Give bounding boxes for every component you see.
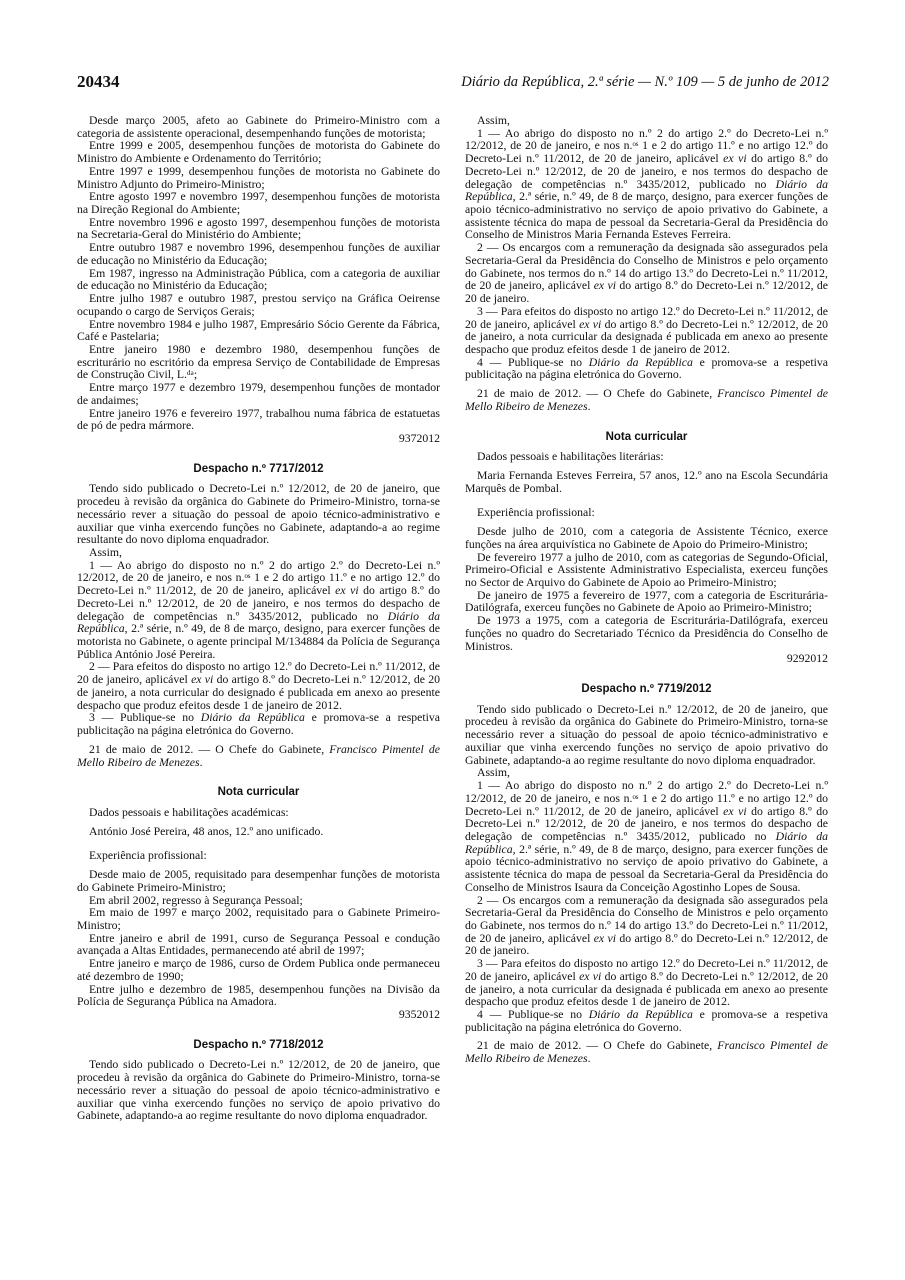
- text-run: Entre janeiro 1980 e dezembro 1980, desempenhou funções de escriturário no escritório da empresa Serviço de Contabilidade de Empresas de Construção Civil, L.ᵈᵃ;: [77, 342, 440, 382]
- italic-text: Diário da República: [77, 609, 440, 636]
- paragraph: [77, 344, 440, 382]
- paragraph: [77, 408, 440, 433]
- text-run: do artigo 8.º do Decreto-Lei n.º 12/2012, de 20 de janeiro.: [465, 931, 828, 958]
- text-run: 4 — Publique-se no: [477, 1008, 589, 1021]
- paragraph: [465, 357, 828, 382]
- text-run: Entre março 1977 e dezembro 1979, desempenhou funções de montador de andaimes;: [77, 381, 440, 407]
- section-heading: [465, 431, 828, 444]
- text-run: 2 — Os encargos com a remuneração da designada são assegurados pela Secretaria-Geral da Presidência do Conselho de Ministros e pelo orçamento do Gabinete, nos termos do n.º 14 do artigo 13.º do Decreto-Lei n.º 11/2012, de 20 de janeiro, aplicável: [465, 893, 828, 945]
- text-run: do artigo 8.º do Decreto-Lei n.º 12/2012, de 20 de janeiro, e nos termos do despacho de delegação de competências n.º 3435/2012, publicado no: [465, 804, 828, 843]
- text-run: 21 de maio de 2012. — O Chefe do Gabinete,: [477, 387, 718, 401]
- paragraph: [77, 268, 440, 293]
- text-run: Dados pessoais e habilitações académicas:: [89, 805, 289, 819]
- paragraph: [77, 984, 440, 1009]
- text-run: .: [199, 755, 203, 769]
- text-run: do artigo 8.º do Decreto-Lei n.º 12/2012, de 20 de janeiro.: [465, 279, 828, 306]
- paragraph: [77, 661, 440, 712]
- paragraph: [465, 242, 828, 306]
- paragraph: [465, 958, 828, 1009]
- section-heading: [77, 1039, 440, 1052]
- text-run: Desde julho de 2010, com a categoria de Assistente Técnico, exerce funções na área arquivística no Gabinete de Apoio do Primeiro-Ministro;: [465, 525, 828, 551]
- italic-text: Diário da República: [588, 1008, 693, 1021]
- text-run: do artigo 8.º do Decreto-Lei n.º 12/2012, de 20 de janeiro, e nos termos do despacho de delegação de competências n.º 3435/2012, publicado no: [465, 152, 828, 191]
- paragraph: [77, 933, 440, 958]
- text-run: Em maio de 1997 e março 2002, requisitado para o Gabinete Primeiro-Ministro;: [77, 906, 440, 932]
- text-run: Desde março 2005, afeto ao Gabinete do Primeiro-Ministro com a categoria de assistente operacional, desempenhando funções de motorista;: [77, 114, 440, 140]
- paragraph: [465, 388, 828, 413]
- paragraph: [465, 451, 828, 464]
- publication-header: Diário da República, 2.ª série — N.º 109 — 5 de junho de 2012: [461, 74, 829, 90]
- paragraph: [465, 526, 828, 551]
- reference-number: [465, 653, 828, 666]
- paragraph: [465, 306, 828, 357]
- italic-text: Diário da República,: [465, 177, 828, 204]
- paragraph: [77, 191, 440, 216]
- italic-text: Diário da República: [200, 711, 305, 725]
- text-run: Entre julho 1987 e outubro 1987, prestou serviço na Gráfica Oeirense ocupando o cargo de Serviços Gerais;: [77, 292, 440, 318]
- text-run: Em 1987, ingresso na Administração Pública, com a categoria de auxiliar de educação no Ministério da Educação;: [77, 266, 440, 293]
- paragraph: [77, 744, 440, 769]
- text-run: Entre 1999 e 2005, desempenhou funções de motorista do Gabinete do Ministro do Ambiente e Ordenamento do Território;: [77, 139, 440, 166]
- text-run: 9292012: [786, 652, 828, 666]
- paragraph: [465, 470, 828, 495]
- text-run: Entre outubro 1987 e novembro 1996, desempenhou funções de auxiliar de educação no Ministério da Educação;: [77, 241, 440, 267]
- paragraph: [77, 166, 440, 191]
- text-run: e promova-se a respetiva publicitação na página eletrónica do Governo.: [77, 711, 441, 738]
- text-run: e promova-se a respetiva publicitação na página eletrónica do Governo.: [465, 355, 829, 382]
- section-heading: [77, 463, 440, 476]
- paragraph: [77, 560, 440, 662]
- italic-text: ex vi: [593, 279, 616, 293]
- text-run: Nota curricular: [217, 786, 300, 799]
- italic-text: Diário da República,: [465, 829, 828, 856]
- text-run: Tendo sido publicado o Decreto-Lei n.º 12/2012, de 20 de janeiro, que procedeu à revisão da orgânica do Gabinete do Primeiro-Ministro, torna-se necessário rever a situação do pessoal de apoio técnico-administrativo e auxiliar que vinha exercendo funções no serviço de apoio privativo do Gabinete, adaptando-a ao regime resultante do novo diploma enquadrador.: [465, 702, 828, 767]
- text-run: do artigo 8.º do Decreto-Lei n.º 12/2012, de 20 de janeiro, a nota curricular da designada é publicada em anexo ao presente despacho que produz efeitos desde 1 de janeiro de 2012.: [465, 317, 828, 356]
- text-run: Entre novembro 1984 e julho 1987, Empresário Sócio Gerente da Fábrica, Café e Pastelaria;: [77, 317, 440, 344]
- section-heading: [465, 683, 828, 696]
- text-run: 2.ª série, n.º 49, de 8 de março, designo, para exercer funções de apoio técnico-administrativo no serviço de apoio privativo do Gabinete, a assistente técnica do mapa de pessoal da Secretaria-Geral da Presidência do Conselho de Ministros Isaura da Conceição Agostinho Lopes de Sousa.: [465, 842, 828, 894]
- paragraph: [77, 869, 440, 894]
- text-run: Nota curricular: [605, 430, 688, 443]
- text-run: Despacho n.º 7719/2012: [581, 683, 712, 696]
- italic-text: ex vi: [579, 317, 602, 331]
- italic-text: Francisco Pimentel de Mello Ribeiro de Menezes: [77, 742, 440, 769]
- text-run: 1 — Ao abrigo do disposto no n.º 2 do artigo 2.º do Decreto-Lei n.º 12/2012, de 20 de janeiro, e nos n.ᵒˢ 1 e 2 do artigo 11.º e no artigo 12.º do Decreto-Lei n.º 11/2012, de 20 de janeiro, aplicável: [465, 779, 828, 818]
- text-run: De fevereiro 1977 a julho de 2010, com as categorias de Segundo-Oficial, Primeiro-Oficial e Assistente Administrativo Especialista, exerceu funções no Sector de Arquivo do Gabinete de Apoio ao Primeiro-Ministro;: [465, 550, 828, 589]
- text-run: De janeiro de 1975 a fevereiro de 1977, com a categoria de Escriturária-Datilógrafa, exerceu funções no Gabinete de Apoio ao Primeiro-Ministro;: [465, 588, 828, 615]
- text-run: Entre janeiro 1976 e fevereiro 1977, trabalhou numa fábrica de estatuetas de pó de pedra mármore.: [77, 406, 440, 433]
- text-run: Tendo sido publicado o Decreto-Lei n.º 12/2012, de 20 de janeiro, que procedeu à revisão da orgânica do Gabinete do Primeiro-Ministro, torna-se necessário rever a situação do pessoal de apoio técnico-administrativo e auxiliar que vinha exercendo funções no Gabinete, adaptando-a ao regime resultante do novo diploma enquadrador.: [77, 482, 440, 547]
- text-run: 9372012: [398, 431, 440, 445]
- paragraph: [77, 712, 440, 737]
- text-run: Experiência profissional:: [477, 506, 595, 520]
- section-heading: [77, 786, 440, 799]
- italic-text: Francisco Pimentel de Mello Ribeiro de Menezes: [465, 1039, 828, 1066]
- text-run: Assim,: [477, 766, 510, 780]
- text-run: 3 — Para efeitos do disposto no artigo 12.º do Decreto-Lei n.º 11/2012, de 20 de janeiro, aplicável: [465, 304, 828, 331]
- paragraph: [77, 319, 440, 344]
- text-run: 3 — Para efeitos do disposto no artigo 12.º do Decreto-Lei n.º 11/2012, de 20 de janeiro, aplicável: [465, 957, 828, 983]
- text-run: 2 — Os encargos com a remuneração da designada são assegurados pela Secretaria-Geral da Presidência do Conselho de Ministros e pelo orçamento do Gabinete, nos termos do n.º 14 do artigo 13.º do Decreto-Lei n.º 11/2012, de 20 de janeiro, aplicável: [465, 241, 828, 293]
- paragraph: [465, 615, 828, 653]
- text-run: .: [587, 399, 591, 413]
- text-run: 1 — Ao abrigo do disposto no n.º 2 do artigo 2.º do Decreto-Lei n.º 12/2012, de 20 de janeiro, e nos n.ᵒˢ 1 e 2 do artigo 11.º e no artigo 12.º do Decreto-Lei n.º 11/2012, de 20 de janeiro, aplicável: [465, 126, 828, 166]
- text-run: Entre novembro 1996 e agosto 1997, desempenhou funções de motorista na Secretaria-Geral do Ministério do Ambiente;: [77, 215, 440, 242]
- paragraph: [465, 780, 828, 894]
- italic-text: ex vi: [593, 931, 616, 945]
- paragraph: [77, 140, 440, 165]
- text-run: Assim,: [89, 546, 122, 559]
- paragraph: [77, 807, 440, 820]
- right-column: [465, 115, 828, 1066]
- italic-text: Diário da República: [588, 355, 693, 369]
- text-run: do artigo 8.º do Decreto-Lei n.º 12/2012, de 20 de janeiro, e nos termos do despacho de delegação de competências n.º 3435/2012, publicado no: [77, 584, 440, 623]
- text-run: De 1973 a 1975, com a categoria de Escriturária-Datilógrafa, exerceu funções no quadro do Secretariado Técnico da Presidência do Conselho de Ministros.: [465, 614, 828, 653]
- text-run: 2.ª série, n.º 49, de 8 de março, designo, para exercer funções de apoio técnico-administrativo no serviço de apoio privativo do Gabinete, a assistente técnica do mapa de pessoal da Secretaria-Geral da Presidência do Conselho de Ministros Maria Fernanda Esteves Ferreira.: [465, 190, 828, 242]
- text-run: .: [587, 1052, 591, 1066]
- text-run: Entre 1997 e 1999, desempenhou funções de motorista no Gabinete do Ministro Adjunto do Primeiro-Ministro;: [77, 164, 440, 191]
- text-run: Experiência profissional:: [89, 849, 207, 863]
- paragraph: [465, 704, 828, 768]
- text-run: Entre janeiro e abril de 1991, curso de Segurança Pessoal e condução avançada a Altas Entidades, permanecendo até abril de 1997;: [77, 931, 440, 958]
- paragraph: [77, 1059, 440, 1123]
- paragraph: [465, 590, 828, 615]
- italic-text: ex vi: [579, 969, 602, 983]
- text-run: 2 — Para efeitos do disposto no artigo 12.º do Decreto-Lei n.º 11/2012, de 20 de janeiro, aplicável: [77, 660, 440, 687]
- text-run: Maria Fernanda Esteves Ferreira, 57 anos, 12.º ano na Escola Secundária Marquês de Pombal.: [465, 468, 828, 495]
- text-run: e promova-se a respetiva publicitação na página eletrónica do Governo.: [465, 1008, 829, 1034]
- text-run: Despacho n.º 7718/2012: [193, 1038, 324, 1051]
- text-run: 1 — Ao abrigo do disposto no n.º 2 do artigo 2.º do Decreto-Lei n.º 12/2012, de 20 de janeiro, e nos n.ᵒˢ 1 e 2 do artigo 11.º e no artigo 12.º do Decreto-Lei n.º 11/2012, de 20 de janeiro, aplicável: [77, 558, 440, 598]
- text-run: 21 de maio de 2012. — O Chefe do Gabinete,: [477, 1039, 718, 1053]
- text-run: Entre agosto 1997 e novembro 1997, desempenhou funções de motorista na Direção Regional do Ambiente;: [77, 190, 440, 217]
- text-run: Desde maio de 2005, requisitado para desempenhar funções de motorista do Gabinete Primeiro-Ministro;: [77, 868, 440, 894]
- text-run: Em abril 2002, regresso à Segurança Pessoal;: [89, 893, 303, 907]
- page-number: 20434: [77, 72, 120, 91]
- italic-text: ex vi: [191, 673, 214, 687]
- paragraph: [465, 1009, 828, 1034]
- text-run: Entre julho e dezembro de 1985, desempenhou funções na Divisão da Polícia de Segurança Pública na Amadora.: [77, 982, 440, 1009]
- paragraph: [77, 826, 440, 839]
- paragraph: [465, 552, 828, 590]
- paragraph: [465, 895, 828, 959]
- italic-text: ex vi: [723, 152, 747, 166]
- text-run: , 2.ª série, n.º 49, de 8 de março, designo, para exercer funções de motorista no Gabinete, o agente principal M/134884 da Polícia de Segurança Pública António José Pereira.: [77, 622, 440, 661]
- text-run: Dados pessoais e habilitações literárias:: [477, 450, 664, 464]
- paragraph: [77, 907, 440, 932]
- text-run: 3 — Publique-se no: [89, 711, 201, 725]
- paragraph: [465, 507, 828, 520]
- paragraph: [77, 958, 440, 983]
- paragraph: [77, 382, 440, 407]
- italic-text: ex vi: [335, 584, 359, 598]
- paragraph: [77, 242, 440, 267]
- paragraph: [77, 115, 440, 140]
- reference-number: [77, 433, 440, 446]
- italic-text: ex vi: [723, 804, 747, 818]
- paragraph: [77, 850, 440, 863]
- text-run: Despacho n.º 7717/2012: [193, 462, 324, 475]
- text-run: 9352012: [398, 1008, 440, 1021]
- paragraph: [77, 483, 440, 547]
- text-run: Entre janeiro e março de 1986, curso de Ordem Publica onde permaneceu até dezembro de 1990;: [77, 957, 440, 983]
- italic-text: Francisco Pimentel de Mello Ribeiro de Menezes: [465, 387, 828, 413]
- text-run: Tendo sido publicado o Decreto-Lei n.º 12/2012, de 20 de janeiro, que procedeu à revisão da orgânica do Gabinete do Primeiro-Ministro, torna-se necessário rever a situação do pessoal de apoio técnico-administrativo e auxiliar que vinha exercendo funções no serviço de apoio privativo do Gabinete, adaptando-a ao regime resultante do novo diploma enquadrador.: [77, 1058, 440, 1123]
- paragraph: [77, 217, 440, 242]
- paragraph: [465, 1040, 828, 1065]
- left-column: [77, 115, 440, 1123]
- text-run: 21 de maio de 2012. — O Chefe do Gabinete,: [89, 742, 330, 756]
- paragraph: [465, 128, 828, 242]
- text-run: António José Pereira, 48 anos, 12.º ano unificado.: [89, 824, 324, 838]
- text-run: 4 — Publique-se no: [477, 355, 589, 369]
- text-run: Assim,: [477, 114, 510, 127]
- text-run: do artigo 8.º do Decreto-Lei n.º 12/2012, de 20 de janeiro, a nota curricular da designada é publicada em anexo ao presente despacho que produz efeitos desde 1 de janeiro de 2012.: [465, 969, 828, 1009]
- paragraph: [77, 293, 440, 318]
- reference-number: [77, 1009, 440, 1022]
- text-run: do artigo 8.º do Decreto-Lei n.º 12/2012, de 20 de janeiro, a nota curricular do designado é publicada em anexo ao presente despacho que produz efeitos desde 1 de janeiro de 2012.: [77, 673, 440, 712]
